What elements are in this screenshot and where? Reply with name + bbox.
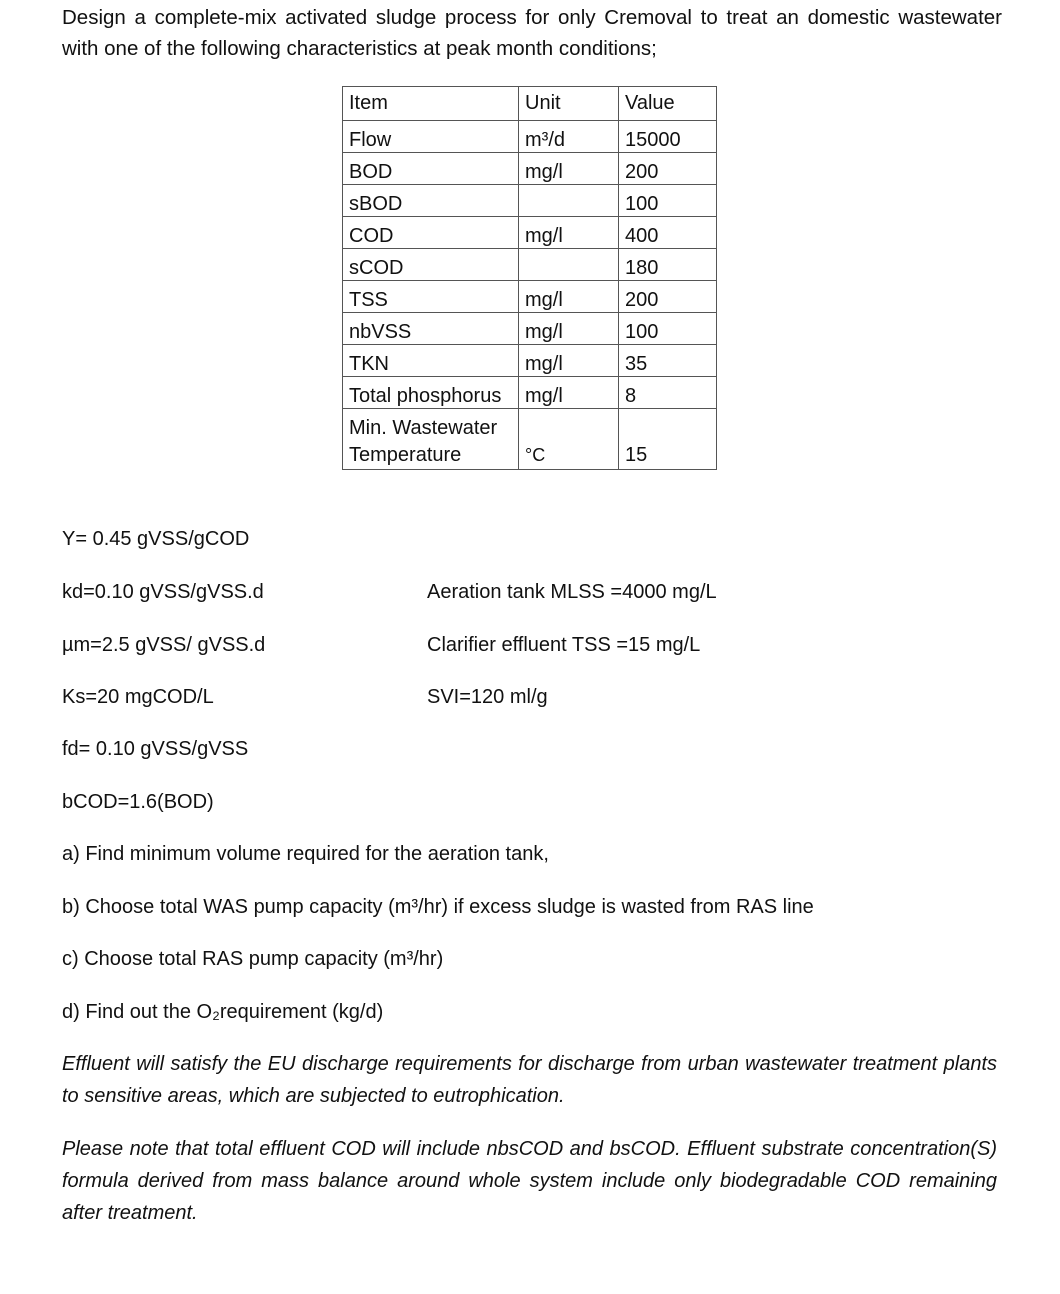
- wastewater-characteristics-table: [342, 86, 717, 470]
- param-ks: Ks=20 mgCOD/L: [62, 686, 214, 708]
- question-a: a) Find minimum volume required for the aeration tank,: [62, 843, 549, 865]
- table-row: [343, 249, 717, 281]
- row-item: TKN: [343, 345, 519, 377]
- table-row-temperature: [343, 409, 717, 470]
- param-kd: kd=0.10 gVSS/gVSS.d: [62, 581, 264, 603]
- temp-label-line2: Temperature: [349, 444, 462, 466]
- param-effluent-tss: Clarifier effluent TSS =15 mg/L: [427, 634, 701, 656]
- question-d: d) Find out the O₂requirement (kg/d): [62, 1001, 384, 1023]
- param-fd: fd= 0.10 gVSS/gVSS: [62, 738, 249, 760]
- row-value: 15000: [619, 121, 717, 153]
- row-value-temperature: 15: [619, 409, 717, 470]
- question-c: c) Choose total RAS pump capacity (m³/hr): [62, 948, 444, 970]
- param-yield: Y= 0.45 gVSS/gCOD: [62, 528, 250, 550]
- row-value: 100: [619, 185, 717, 217]
- row-item: Flow: [343, 121, 519, 153]
- table-row: [343, 345, 717, 377]
- temp-label-line1: Min. Wastewater: [349, 417, 498, 439]
- please-note: Please note that total effluent COD will include nbsCOD and bsCOD. Effluent substrate concentration(S) formula derived from mass balance around whole system include only biodegradable COD remaining after treatment.: [62, 1138, 997, 1224]
- param-mlss: Aeration tank MLSS =4000 mg/L: [427, 581, 717, 603]
- row-value: 100: [619, 313, 717, 345]
- question-b: b) Choose total WAS pump capacity (m³/hr) if excess sludge is wasted from RAS line: [62, 896, 814, 918]
- row-unit: [519, 249, 619, 281]
- row-item: nbVSS: [343, 313, 519, 345]
- table-header-row: [343, 87, 717, 121]
- row-item: Total phosphorus: [343, 377, 519, 409]
- param-svi: SVI=120 ml/g: [427, 686, 548, 708]
- row-item: sBOD: [343, 185, 519, 217]
- row-value: 8: [619, 377, 717, 409]
- table-row: [343, 217, 717, 249]
- problem-intro: Design a complete-mix activated sludge process for only Cremoval to treat an domestic wastewater with one of the following characteristics at peak month conditions;: [62, 6, 1002, 60]
- row-unit-temperature: °C: [519, 409, 619, 470]
- row-unit: mg/l: [519, 313, 619, 345]
- row-value: 200: [619, 281, 717, 313]
- row-value: 200: [619, 153, 717, 185]
- row-item: TSS: [343, 281, 519, 313]
- row-value: 180: [619, 249, 717, 281]
- header-unit: Unit: [519, 87, 619, 121]
- row-unit: mg/l: [519, 153, 619, 185]
- table-row: [343, 185, 717, 217]
- row-item-temperature: [343, 409, 519, 470]
- row-unit: [519, 185, 619, 217]
- row-item: sCOD: [343, 249, 519, 281]
- table-row: [343, 153, 717, 185]
- row-value: 400: [619, 217, 717, 249]
- header-value: Value: [619, 87, 717, 121]
- table-row: [343, 377, 717, 409]
- row-unit: m³/d: [519, 121, 619, 153]
- row-item: COD: [343, 217, 519, 249]
- row-unit: mg/l: [519, 217, 619, 249]
- table-row: [343, 313, 717, 345]
- table-row: [343, 121, 717, 153]
- table-row: [343, 281, 717, 313]
- row-item: BOD: [343, 153, 519, 185]
- header-item: Item: [343, 87, 519, 121]
- param-um: µm=2.5 gVSS/ gVSS.d: [62, 634, 266, 656]
- param-bcod: bCOD=1.6(BOD): [62, 791, 214, 813]
- row-unit: mg/l: [519, 377, 619, 409]
- row-unit: mg/l: [519, 281, 619, 313]
- effluent-note: Effluent will satisfy the EU discharge requirements for discharge from urban wastewater treatment plants to sensitive areas, which are subjected to eutrophication.: [62, 1053, 997, 1107]
- row-value: 35: [619, 345, 717, 377]
- row-unit: mg/l: [519, 345, 619, 377]
